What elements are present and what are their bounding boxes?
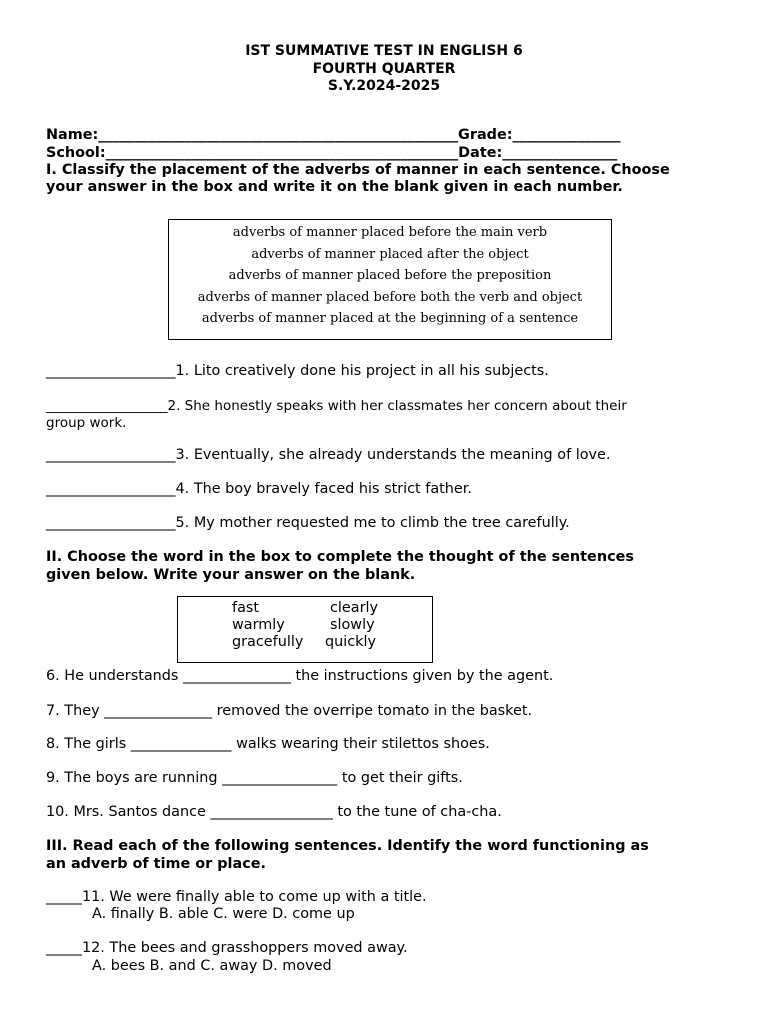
word-choice: warmly (232, 617, 285, 633)
item-6: 6. He understands _______________ the instructions given by the agent. (46, 668, 554, 684)
item-3: __________________3. Eventually, she already understands the meaning of love. (46, 447, 611, 463)
item-4: __________________4. The boy bravely faced his strict father. (46, 481, 472, 497)
word-choice: gracefully (232, 634, 304, 650)
question-12-options: A. bees B. and C. away D. moved (92, 958, 332, 974)
part1-instruction-line-1: I. Classify the placement of the adverbs of manner in each sentence. Choose (46, 162, 670, 178)
choice-item: adverbs of manner placed after the object (251, 246, 529, 262)
choice-item: adverbs of manner placed before the preposition (228, 268, 552, 283)
word-choice: quickly (325, 634, 377, 650)
title-line-1: IST SUMMATIVE TEST IN ENGLISH 6 (245, 43, 523, 59)
title-line-3: S.Y.2024-2025 (327, 78, 441, 94)
title-line-2: FOURTH QUARTER (312, 61, 456, 77)
question-11: _____11. We were finally able to come up with a title. (46, 889, 427, 905)
question-12: _____12. The bees and grasshoppers moved away. (46, 940, 408, 956)
item-5: __________________5. My mother requested me to climb the tree carefully. (46, 515, 570, 531)
question-11-options: A. finally B. able C. were D. come up (92, 906, 355, 922)
choice-item: adverbs of manner placed at the beginning of a sentence (201, 311, 579, 326)
item-8: 8. The girls ______________ walks wearing their stilettos shoes. (46, 736, 490, 752)
part3-instruction-line-1: III. Read each of the following sentences. Identify the word functioning as (46, 838, 649, 854)
word-choice: slowly (330, 617, 375, 633)
choice-item: adverbs of manner placed before both the verb and object (197, 289, 583, 305)
part2-instruction-line-1: II. Choose the word in the box to complete the thought of the sentences (46, 549, 634, 565)
part3-instruction-line-2: an adverb of time or place. (46, 856, 266, 872)
part2-word-box (177, 596, 433, 663)
item-2-continuation: group work. (46, 415, 127, 431)
item-1: __________________1. Lito creatively done his project in all his subjects. (46, 363, 549, 379)
part1-instruction-line-2: your answer in the box and write it on the blank given in each number. (46, 179, 623, 195)
item-2: __________________2. She honestly speaks with her classmates her concern about their (46, 398, 627, 414)
item-7: 7. They _______________ removed the overripe tomato in the basket. (46, 703, 533, 719)
word-choice: fast (232, 600, 260, 616)
item-10: 10. Mrs. Santos dance _________________ to the tune of cha-cha. (46, 804, 502, 820)
part1-choice-box (168, 219, 612, 340)
name-grade-row: Name:__________________________________________________Grade:_______________ (46, 127, 621, 143)
school-date-row: School:_________________________________________________Date:________________ (46, 145, 618, 161)
word-choice: clearly (330, 600, 379, 616)
choice-item: adverbs of manner placed before the main verb (232, 225, 548, 240)
part2-instruction-line-2: given below. Write your answer on the blank. (46, 567, 416, 583)
item-9: 9. The boys are running ________________ to get their gifts. (46, 770, 463, 786)
